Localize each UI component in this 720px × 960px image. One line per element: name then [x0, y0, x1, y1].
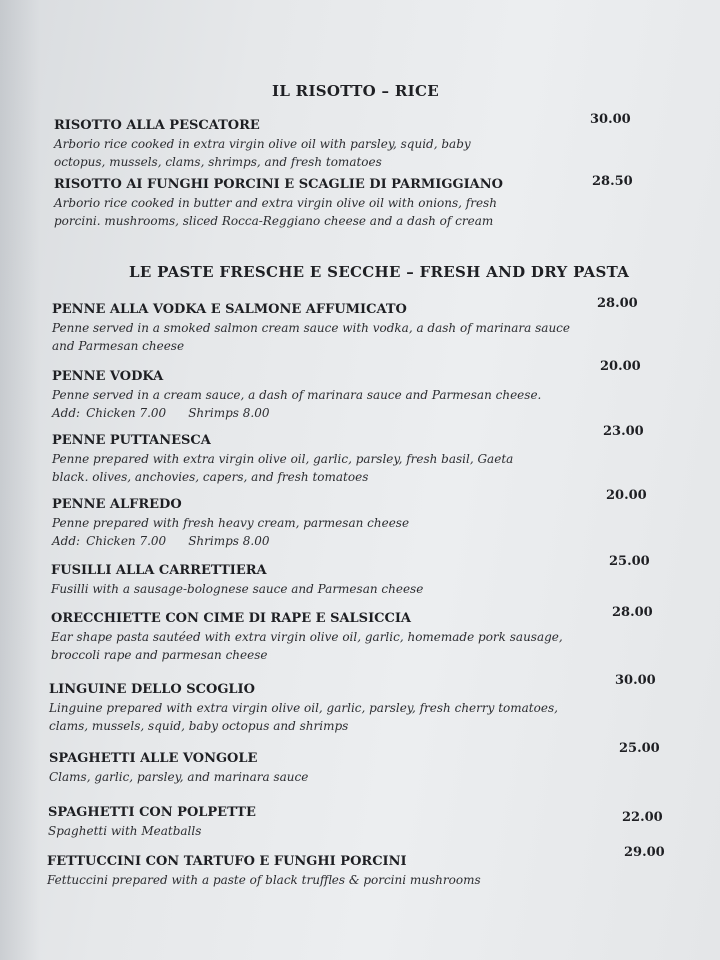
item-description: Fettuccini prepared with a paste of black truffles & porcini mushrooms: [47, 873, 481, 887]
item-name: SPAGHETTI ALLE VONGOLE: [49, 751, 258, 766]
item-description: Linguine prepared with extra virgin olive oil, garlic, parsley, fresh cherry tomatoes, clams, mussels, squid, baby octopus and shrimps: [49, 701, 558, 733]
item-name: FUSILLI ALLA CARRETTIERA: [51, 563, 267, 578]
item-price: 20.00: [600, 359, 641, 374]
item-name: PENNE PUTTANESCA: [52, 433, 211, 448]
item-price: 25.00: [619, 741, 660, 756]
item-price: 28.00: [612, 605, 653, 620]
menu-item-risotto-pescatore: [54, 117, 614, 171]
menu-item-fusilli-carrettiera: [51, 562, 611, 598]
item-description: Penne served in a smoked salmon cream sauce with vodka, a dash of marinara sauce and Parmesan cheese: [52, 321, 571, 353]
item-name: RISOTTO AI FUNGHI PORCINI E SCAGLIE DI PARMIGGIANO: [54, 177, 503, 192]
item-addons: [52, 404, 612, 422]
item-price: 30.00: [590, 112, 631, 127]
item-description: Penne prepared with fresh heavy cream, parmesan cheese: [52, 516, 410, 530]
menu-item-spaghetti-polpette: [48, 804, 608, 840]
addon-shrimps: Shrimps 8.00: [188, 534, 270, 548]
item-name: RISOTTO ALLA PESCATORE: [54, 118, 260, 133]
item-name: PENNE VODKA: [52, 369, 164, 384]
section-title-pasta: LE PASTE FRESCHE E SECCHE – FRESH AND DRY PASTA: [129, 263, 630, 281]
item-description: Arborio rice cooked in butter and extra virgin olive oil with onions, fresh porcini. mushrooms, sliced Rocca-Reggiano cheese and a dash of cream: [54, 196, 497, 228]
item-description: Ear shape pasta sautéed with extra virgin olive oil, garlic, homemade pork sausage, broccoli rape and parmesan cheese: [51, 630, 563, 662]
item-name: PENNE ALLA VODKA E SALMONE AFFUMICATO: [52, 302, 407, 317]
item-price: 28.00: [597, 296, 638, 311]
page-shadow: [0, 0, 40, 960]
item-name: FETTUCCINI CON TARTUFO E FUNGHI PORCINI: [47, 854, 407, 869]
item-name: PENNE ALFREDO: [52, 497, 182, 512]
menu-item-linguine-scoglio: [49, 681, 609, 735]
menu-item-spaghetti-vongole: [49, 750, 609, 786]
menu-item-penne-alfredo: [52, 496, 612, 550]
menu-item-risotto-funghi: [54, 176, 614, 230]
item-name: SPAGHETTI CON POLPETTE: [48, 805, 256, 820]
item-addons: [52, 532, 612, 550]
item-description: Spaghetti with Meatballs: [48, 824, 202, 838]
item-price: 30.00: [615, 673, 656, 688]
section-title-risotto: IL RISOTTO – RICE: [272, 82, 439, 100]
item-price: 25.00: [609, 554, 650, 569]
item-name: ORECCHIETTE CON CIME DI RAPE E SALSICCIA: [51, 611, 412, 626]
addon-label: Add:: [52, 534, 81, 548]
item-price: 29.00: [624, 845, 665, 860]
item-price: 20.00: [606, 488, 647, 503]
item-price: 22.00: [622, 810, 663, 825]
menu-item-penne-vodka-salmone: [52, 301, 612, 355]
item-name: LINGUINE DELLO SCOGLIO: [49, 682, 255, 697]
menu-item-orecchiette: [51, 610, 611, 664]
menu-item-fettuccini-tartufo: [47, 853, 607, 889]
addon-shrimps: Shrimps 8.00: [188, 406, 270, 420]
menu-item-penne-vodka: [52, 368, 612, 422]
addon-label: Add:: [52, 406, 81, 420]
menu-item-penne-puttanesca: [52, 432, 612, 486]
item-price: 28.50: [592, 174, 633, 189]
item-description: Fusilli with a sausage-bolognese sauce and Parmesan cheese: [51, 582, 424, 596]
item-description: Arborio rice cooked in extra virgin olive oil with parsley, squid, baby octopus, mussels, clams, shrimps, and fresh tomatoes: [54, 137, 471, 169]
addon-chicken: Chicken 7.00: [86, 406, 167, 420]
addon-chicken: Chicken 7.00: [86, 534, 167, 548]
item-price: 23.00: [603, 424, 644, 439]
item-description: Penne served in a cream sauce, a dash of marinara sauce and Parmesan cheese.: [52, 388, 542, 402]
item-description: Penne prepared with extra virgin olive oil, garlic, parsley, fresh basil, Gaeta black. olives, anchovies, capers, and fresh tomatoes: [52, 452, 514, 484]
item-description: Clams, garlic, parsley, and marinara sauce: [49, 770, 309, 784]
